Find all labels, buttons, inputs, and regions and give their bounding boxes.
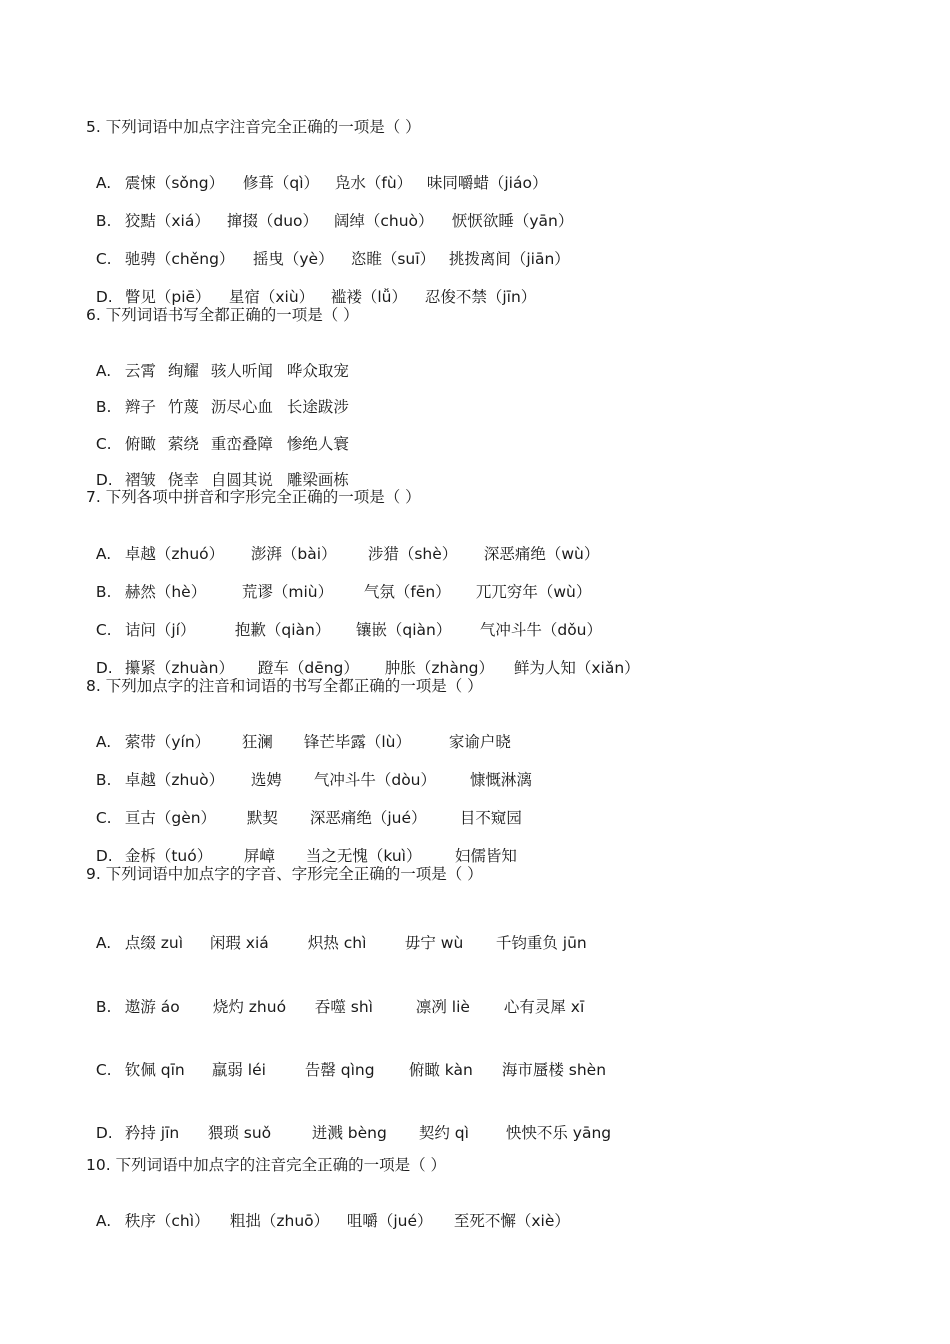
option-item: 竹蔑: [167, 398, 199, 416]
option-item: 妇儒皆知: [454, 847, 517, 865]
option-item: 绚耀: [167, 362, 199, 380]
option-item: 沥尽心血: [210, 398, 273, 416]
option-item: 荒谬（miù）: [241, 583, 334, 601]
option-item: 瞥见（piē）: [124, 288, 211, 306]
option-item: 狂澜: [241, 733, 273, 751]
option-item: 惨绝人寰: [286, 435, 349, 453]
option-item: 雕梁画栋: [286, 471, 349, 489]
option-label: D.: [95, 1124, 113, 1142]
option-item: 猥琐 suǒ: [207, 1124, 272, 1142]
option-item: 骇人听闻: [210, 362, 273, 380]
option-label: C.: [95, 1061, 112, 1079]
option-label: D.: [95, 288, 113, 306]
option-item: 修葺（qì）: [242, 174, 320, 192]
option-item: 诘问（jí）: [124, 621, 196, 639]
option-item: 吞噬 shì: [314, 998, 373, 1016]
option-item: 星宿（xiù）: [228, 288, 315, 306]
option-item: 辫子: [124, 398, 156, 416]
option-item: 萦绕: [167, 435, 199, 453]
question-8-option-c: [86, 788, 522, 828]
question-8-option-a: [86, 712, 511, 752]
question-9-stem: 9. 下列词语中加点字的字音、字形完全正确的一项是（ ）: [86, 865, 483, 883]
question-5-option-a: [86, 153, 547, 193]
question-9-option-b: [86, 977, 584, 1017]
option-item: 粗拙（zhuō）: [229, 1212, 330, 1230]
option-item: 气冲斗牛（dǒu）: [479, 621, 603, 639]
option-label: C.: [95, 621, 112, 639]
option-item: 恹恹欲睡（yān）: [451, 212, 574, 230]
option-item: 深恶痛绝（jué）: [309, 809, 427, 827]
option-label: B.: [95, 771, 112, 789]
option-item: 卓越（zhuó）: [124, 545, 225, 563]
question-7-option-a: [86, 524, 599, 564]
option-label: A.: [95, 1212, 112, 1230]
option-item: 至死不懈（xiè）: [453, 1212, 570, 1230]
question-10-option-a: [86, 1191, 570, 1231]
option-item: 恣睢（suī）: [350, 250, 436, 268]
option-label: D.: [95, 659, 113, 677]
question-7-option-b: [86, 562, 591, 602]
option-item: 羸弱 léi: [211, 1061, 266, 1079]
option-item: 澎湃（bài）: [250, 545, 337, 563]
option-item: 闲瑕 xiá: [209, 934, 269, 952]
option-item: 凫水（fù）: [334, 174, 413, 192]
option-item: 肿胀（zhàng）: [384, 659, 494, 677]
option-item: 狡黠（xiá）: [124, 212, 210, 230]
question-10-stem: 10. 下列词语中加点字的注音完全正确的一项是（ ）: [86, 1156, 447, 1174]
option-label: D.: [95, 471, 113, 489]
option-item: 钦佩 qīn: [124, 1061, 185, 1079]
option-item: 默契: [246, 809, 278, 827]
option-label: B.: [95, 583, 112, 601]
option-item: 云霄: [124, 362, 156, 380]
option-item: 阔绰（chuò）: [333, 212, 434, 230]
option-item: 兀兀穷年（wù）: [475, 583, 592, 601]
question-7-option-d: [86, 638, 640, 678]
option-item: 选娉: [250, 771, 282, 789]
question-7-option-c: [86, 600, 602, 640]
option-item: 挑拨离间（jiān）: [448, 250, 570, 268]
option-label: D.: [95, 847, 113, 865]
option-item: 俯瞰 kàn: [408, 1061, 473, 1079]
option-item: 矜持 jīn: [124, 1124, 180, 1142]
option-item: 毋宁 wù: [404, 934, 464, 952]
option-item: 震悚（sǒng）: [124, 174, 225, 192]
question-6-option-d: [86, 450, 349, 490]
option-item: 屏嶂: [243, 847, 275, 865]
option-item: 深恶痛绝（wù）: [483, 545, 600, 563]
option-item: 迸溅 bèng: [311, 1124, 387, 1142]
option-item: 亘古（gèn）: [124, 809, 217, 827]
option-item: 赫然（hè）: [124, 583, 207, 601]
option-item: 重峦叠障: [210, 435, 273, 453]
question-5-stem: 5. 下列词语中加点字注音完全正确的一项是（ ）: [86, 118, 421, 136]
option-item: 目不窥园: [459, 809, 522, 827]
option-item: 告罄 qìng: [304, 1061, 375, 1079]
option-label: B.: [95, 398, 112, 416]
option-item: 怏怏不乐 yāng: [505, 1124, 612, 1142]
option-label: A.: [95, 174, 112, 192]
option-item: 卓越（zhuò）: [124, 771, 225, 789]
option-label: B.: [95, 212, 112, 230]
option-label: A.: [95, 362, 112, 380]
option-item: 鲜为人知（xiǎn）: [513, 659, 640, 677]
question-9-option-d: [86, 1103, 611, 1143]
option-item: 慷慨淋漓: [469, 771, 532, 789]
option-item: 味同嚼蜡（jiáo）: [426, 174, 548, 192]
option-item: 气氛（fēn）: [363, 583, 451, 601]
question-6-stem: 6. 下列词语书写全都正确的一项是（ ）: [86, 306, 359, 324]
option-label: A.: [95, 545, 112, 563]
option-item: 千钧重负 jūn: [495, 934, 587, 952]
option-label: C.: [95, 809, 112, 827]
question-8-stem: 8. 下列加点字的注音和词语的书写全都正确的一项是（ ）: [86, 677, 483, 695]
option-item: 长途跋涉: [286, 398, 349, 416]
question-9-option-a: [86, 913, 587, 953]
option-item: 撺掇（duo）: [226, 212, 319, 230]
option-item: 忍俊不禁（jīn）: [424, 288, 537, 306]
option-item: 海市蜃楼 shèn: [501, 1061, 607, 1079]
option-item: 金柝（tuó）: [124, 847, 213, 865]
option-label: C.: [95, 435, 112, 453]
option-label: A.: [95, 934, 112, 952]
option-item: 涉猎（shè）: [367, 545, 458, 563]
option-item: 蹬车（dēng）: [257, 659, 359, 677]
question-6-option-c: [86, 414, 349, 454]
option-item: 咀嚼（jué）: [346, 1212, 433, 1230]
option-item: 褴褛（lǚ）: [330, 288, 407, 306]
question-6-option-b: [86, 377, 349, 417]
option-item: 驰骋（chěng）: [124, 250, 235, 268]
option-item: 家谕户晓: [448, 733, 511, 751]
option-label: C.: [95, 250, 112, 268]
question-9-option-c: [86, 1040, 606, 1080]
question-8-option-d: [86, 826, 517, 866]
option-item: 哗众取宠: [286, 362, 349, 380]
option-item: 炽热 chì: [307, 934, 367, 952]
option-item: 锋芒毕露（lù）: [303, 733, 411, 751]
option-item: 自圆其说: [210, 471, 273, 489]
question-6-option-a: [86, 341, 349, 381]
option-item: 凛冽 liè: [415, 998, 470, 1016]
option-item: 俯瞰: [124, 435, 156, 453]
option-item: 萦带（yín）: [124, 733, 211, 751]
question-5-option-b: [86, 191, 573, 231]
option-label: A.: [95, 733, 112, 751]
question-5-option-d: [86, 267, 536, 307]
option-item: 点缀 zuì: [124, 934, 184, 952]
option-item: 秩序（chì）: [124, 1212, 210, 1230]
option-item: 攥紧（zhuàn）: [124, 659, 234, 677]
question-8-option-b: [86, 750, 532, 790]
option-item: 当之无愧（kuì）: [305, 847, 422, 865]
option-item: 抱歉（qiàn）: [234, 621, 331, 639]
option-label: B.: [95, 998, 112, 1016]
option-item: 侥幸: [167, 471, 199, 489]
option-item: 褶皱: [124, 471, 156, 489]
option-item: 遨游 áo: [124, 998, 180, 1016]
option-item: 气冲斗牛（dòu）: [313, 771, 437, 789]
option-item: 契约 qì: [418, 1124, 469, 1142]
option-item: 摇曳（yè）: [252, 250, 334, 268]
question-7-stem: 7. 下列各项中拼音和字形完全正确的一项是（ ）: [86, 488, 421, 506]
option-item: 心有灵犀 xī: [503, 998, 585, 1016]
option-item: 镶嵌（qiàn）: [355, 621, 452, 639]
question-5-option-c: [86, 229, 570, 269]
option-item: 烧灼 zhuó: [212, 998, 287, 1016]
